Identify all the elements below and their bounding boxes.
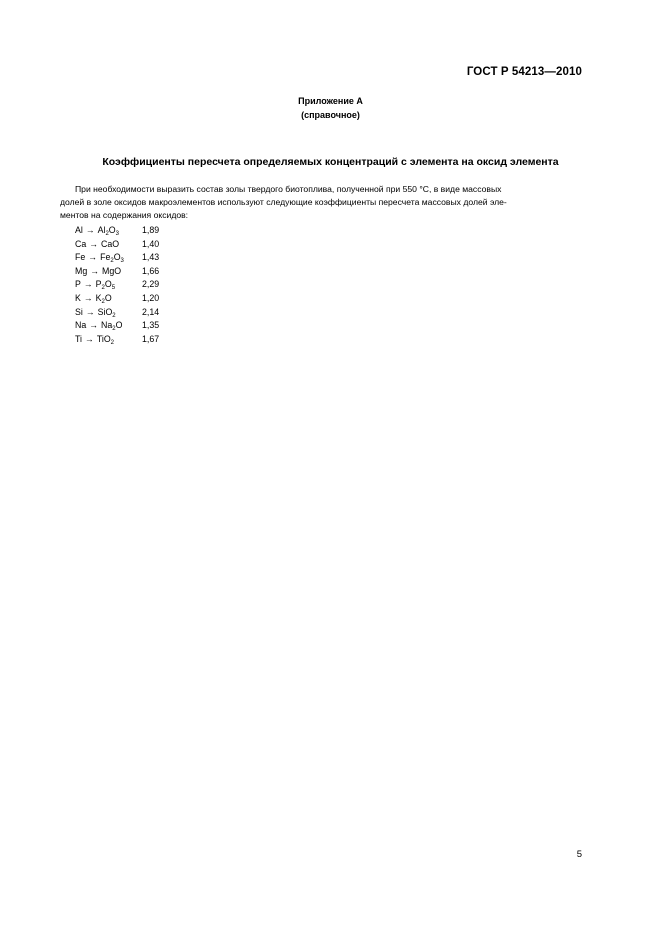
oxide-formula [100,252,124,265]
standard-designation: ГОСТ Р 54213—2010 [466,66,582,78]
formula-subscript: 2 [101,285,105,292]
oxide-formula [98,225,119,235]
conversion-coefficient: 1,40 [142,238,160,249]
formula-part: O [108,225,116,235]
formula-part: Al [97,225,106,235]
oxide-formula [101,239,119,249]
formula-part: MgO [102,265,122,276]
formula-part: Fe [100,252,111,263]
intro-paragraph [60,183,583,222]
formula-part: O [113,252,121,263]
intro-line: долей в золе оксидов макроэлементов используют следующие коэффициенты пересчета массовых долей эле- [60,197,507,207]
element-to-oxide [75,225,119,235]
element-symbol: Si [75,306,83,317]
element-symbol: Ti [75,333,83,344]
element-symbol: Al [75,225,83,235]
formula-part: SiO [97,306,113,317]
element-to-oxide [75,334,114,344]
formula-part: O [104,292,112,303]
element-symbol: P [75,279,81,290]
conversion-coefficient: 2,29 [142,279,160,290]
conversion-coefficient: 2,14 [142,306,160,317]
arrow-right-icon: → [85,306,95,317]
oxide-formula [97,334,114,344]
element-to-oxide [75,293,112,303]
oxide-formula [101,320,123,333]
intro-line: ментов на содержания оксидов: [60,210,189,220]
oxide-formula [96,293,112,303]
conversion-coefficient: 1,66 [142,265,160,276]
element-symbol: Na [75,320,87,331]
arrow-right-icon: → [85,333,94,344]
formula-part: K [95,292,102,303]
element-to-oxide [75,307,116,317]
intro-line: При необходимости выразить состав золы твердого биотоплива, полученной при 550 °С, в виде массовых [75,184,502,194]
formula-part: TiO [96,333,111,344]
annex-type: (справочное) [301,110,360,120]
oxide-formula [102,266,121,276]
formula-subscript: 5 [111,285,116,292]
annex-title: Приложение А [298,96,363,106]
element-to-oxide [75,266,121,276]
formula-part: Na [101,320,113,331]
arrow-right-icon: → [83,279,93,290]
arrow-right-icon: → [89,320,99,331]
element-symbol: Fe [75,252,86,263]
element-to-oxide [75,320,123,333]
oxide-formula [95,279,116,292]
element-symbol: Ca [75,238,87,249]
formula-part: P [95,279,102,290]
formula-part: CaO [101,238,120,249]
formula-subscript: 2 [112,326,116,333]
conversion-coefficient: 1,20 [142,292,160,303]
formula-subscript: 2 [110,258,114,265]
element-to-oxide [75,279,116,292]
oxide-formula [98,307,116,317]
arrow-right-icon: → [85,225,95,235]
section-heading: Коэффициенты пересчета определяемых концентраций с элемента на оксид элемента [102,156,559,168]
formula-part: O [115,320,123,331]
element-to-oxide [75,252,124,265]
page-number: 5 [576,849,582,860]
element-symbol: K [75,292,81,303]
arrow-right-icon: → [89,238,99,249]
element-to-oxide [75,239,119,249]
conversion-coefficient: 1,43 [142,252,160,263]
formula-subscript: 2 [110,339,115,346]
element-symbol: Mg [75,265,88,276]
formula-subscript: 2 [112,312,116,319]
conversion-coefficient: 1,35 [142,320,160,331]
formula-subscript: 3 [115,231,119,237]
formula-subscript: 3 [120,258,124,265]
arrow-right-icon: → [83,292,93,303]
conversion-coefficient: 1,67 [142,333,160,344]
arrow-right-icon: → [88,252,98,263]
formula-part: O [104,279,112,290]
arrow-right-icon: → [90,265,100,276]
conversion-coefficient: 1,89 [142,225,160,235]
formula-subscript: 2 [105,231,109,237]
formula-subscript: 2 [101,298,105,305]
